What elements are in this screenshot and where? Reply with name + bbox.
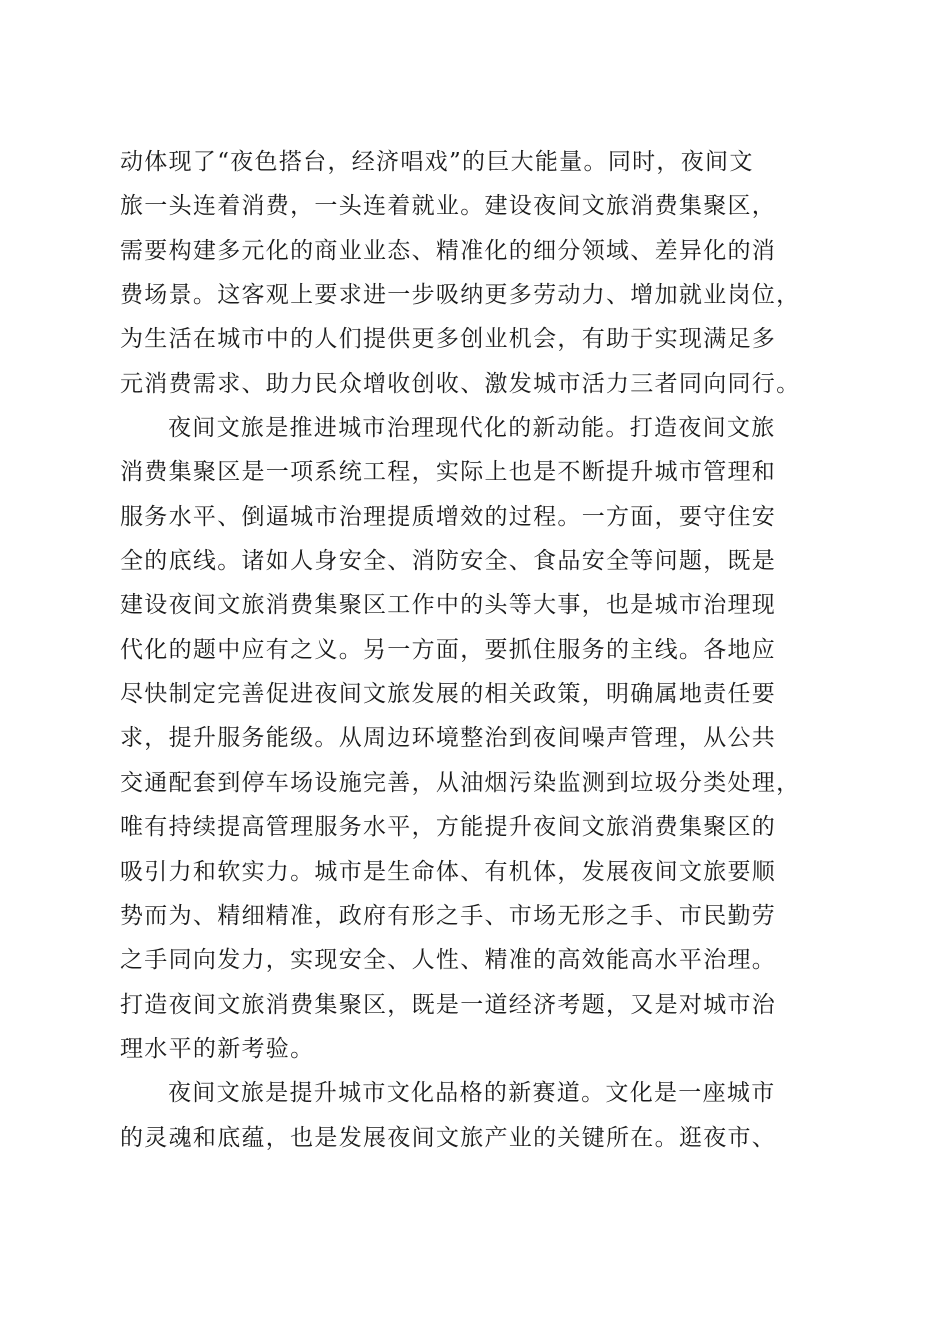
text-line: 建设夜间文旅消费集聚区工作中的头等大事，也是城市治理现 xyxy=(120,592,777,619)
text-line: 交通配套到停车场设施完善，从油烟污染监测到垃圾分类处理， xyxy=(120,769,801,796)
text-line: 为生活在城市中的人们提供更多创业机会，有助于实现满足多 xyxy=(120,326,777,353)
text-line: 吸引力和软实力。城市是生命体、有机体，发展夜间文旅要顺 xyxy=(120,858,777,885)
text-line: 服务水平、倒逼城市治理提质增效的过程。一方面，要守住安 xyxy=(120,503,777,530)
text-line: 代化的题中应有之义。另一方面，要抓住服务的主线。各地应 xyxy=(120,636,777,663)
text-line: 元消费需求、助力民众增收创收、激发城市活力三者同向同行。 xyxy=(120,370,801,397)
text-line: 动体现了“夜色搭台，经济唱戏”的巨大能量。同时，夜间文 xyxy=(120,149,754,175)
text-line: 势而为、精细精准，政府有形之手、市场无形之手、市民勤劳 xyxy=(120,902,777,929)
text-line: 消费集聚区是一项系统工程，实际上也是不断提升城市管理和 xyxy=(120,459,777,486)
text-line: 打造夜间文旅消费集聚区，既是一道经济考题，又是对城市治 xyxy=(120,991,777,1018)
text-line: 尽快制定完善促进夜间文旅发展的相关政策，明确属地责任要 xyxy=(120,681,777,708)
text-line: 唯有持续提高管理服务水平，方能提升夜间文旅消费集聚区的 xyxy=(120,814,777,841)
text-line: 全的底线。诸如人身安全、消防安全、食品安全等问题，既是 xyxy=(120,548,777,575)
text-line: 旅一头连着消费，一头连着就业。建设夜间文旅消费集聚区， xyxy=(120,193,777,220)
article-body xyxy=(120,140,840,1160)
text-line: 费场景。这客观上要求进一步吸纳更多劳动力、增加就业岗位， xyxy=(120,282,801,309)
text-line: 理水平的新考验。 xyxy=(120,1035,315,1062)
text-line: 需要构建多元化的商业业态、精准化的细分领域、差异化的消 xyxy=(120,237,777,264)
paragraph-first-line: 夜间文旅是推进城市治理现代化的新动能。打造夜间文旅 xyxy=(168,415,776,442)
text-line: 之手同向发力，实现安全、人性、精准的高效能高水平治理。 xyxy=(120,947,777,974)
paragraph-first-line: 夜间文旅是提升城市文化品格的新赛道。文化是一座城市 xyxy=(168,1080,776,1107)
text-line: 的灵魂和底蕴，也是发展夜间文旅产业的关键所在。逛夜市、 xyxy=(120,1124,777,1151)
text-line: 求，提升服务能级。从周边环境整治到夜间噪声管理，从公共 xyxy=(120,725,777,752)
